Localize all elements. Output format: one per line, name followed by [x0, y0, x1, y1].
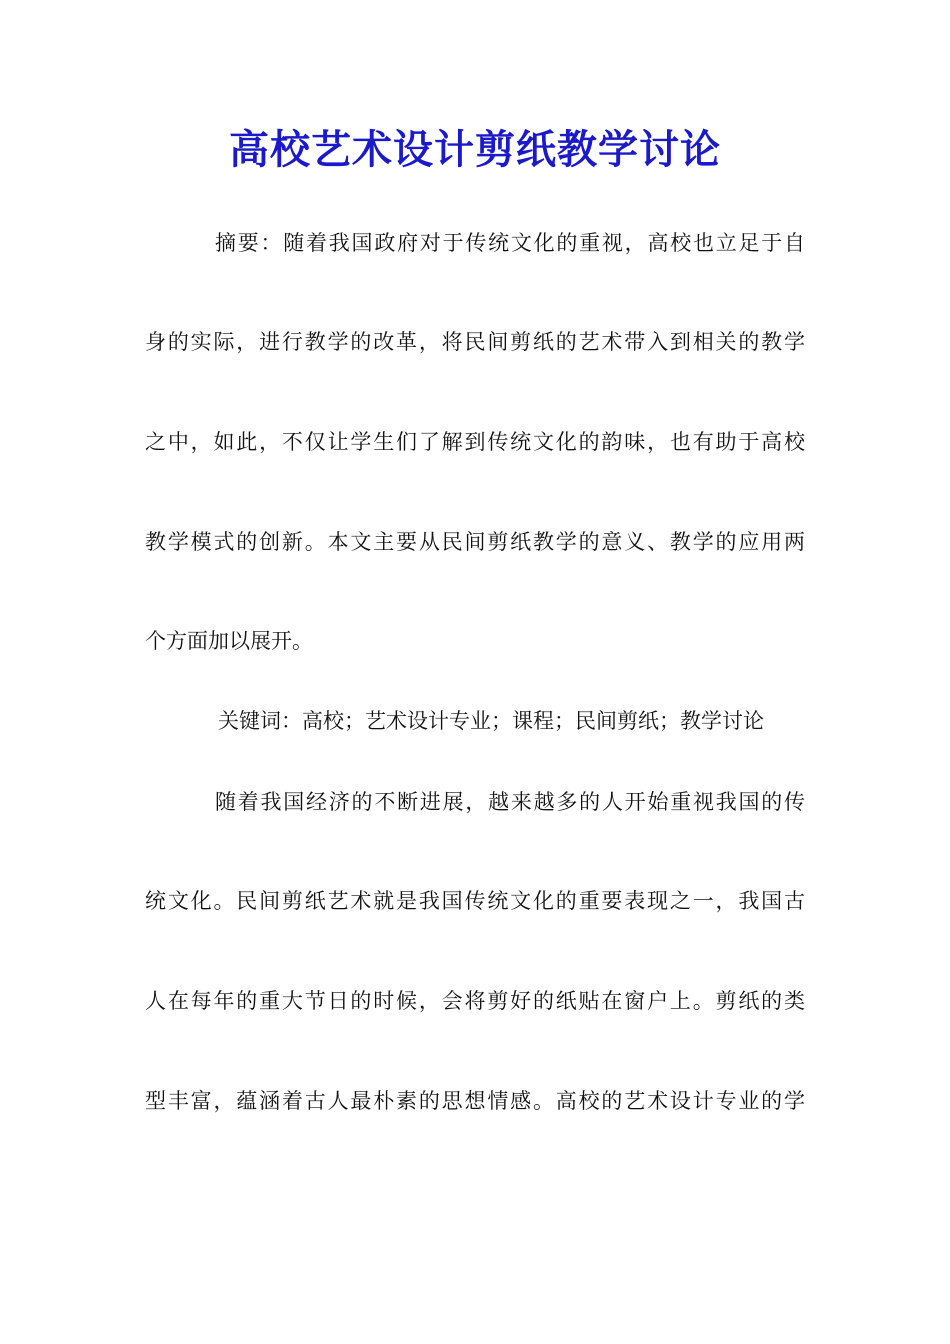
body-line-1: 随着我国经济的不断进展，越来越多的人开始重视我国的传: [215, 790, 805, 814]
document-title: 高校艺术设计剪纸教学讨论: [229, 126, 721, 173]
keywords-line: 关键词：高校；艺术设计专业；课程；民间剪纸；教学讨论: [218, 709, 764, 733]
body-line-3: 人在每年的重大节日的时候，会将剪好的纸贴在窗户上。剪纸的类: [145, 989, 805, 1013]
abstract-line-4: 教学模式的创新。本文主要从民间剪纸教学的意义、教学的应用两: [145, 530, 805, 554]
abstract-line-2: 身的实际，进行教学的改革，将民间剪纸的艺术带入到相关的教学: [145, 330, 805, 354]
abstract-line-5: 个方面加以展开。: [145, 629, 313, 653]
abstract-line-3: 之中，如此，不仅让学生们了解到传统文化的韵味，也有助于高校: [145, 430, 805, 454]
body-line-4: 型丰富，蕴涵着古人最朴素的思想情感。高校的艺术设计专业的学: [145, 1089, 805, 1113]
abstract-line-1: 摘要：随着我国政府对于传统文化的重视，高校也立足于自: [215, 231, 805, 255]
body-line-2: 统文化。民间剪纸艺术就是我国传统文化的重要表现之一，我国古: [145, 889, 805, 913]
